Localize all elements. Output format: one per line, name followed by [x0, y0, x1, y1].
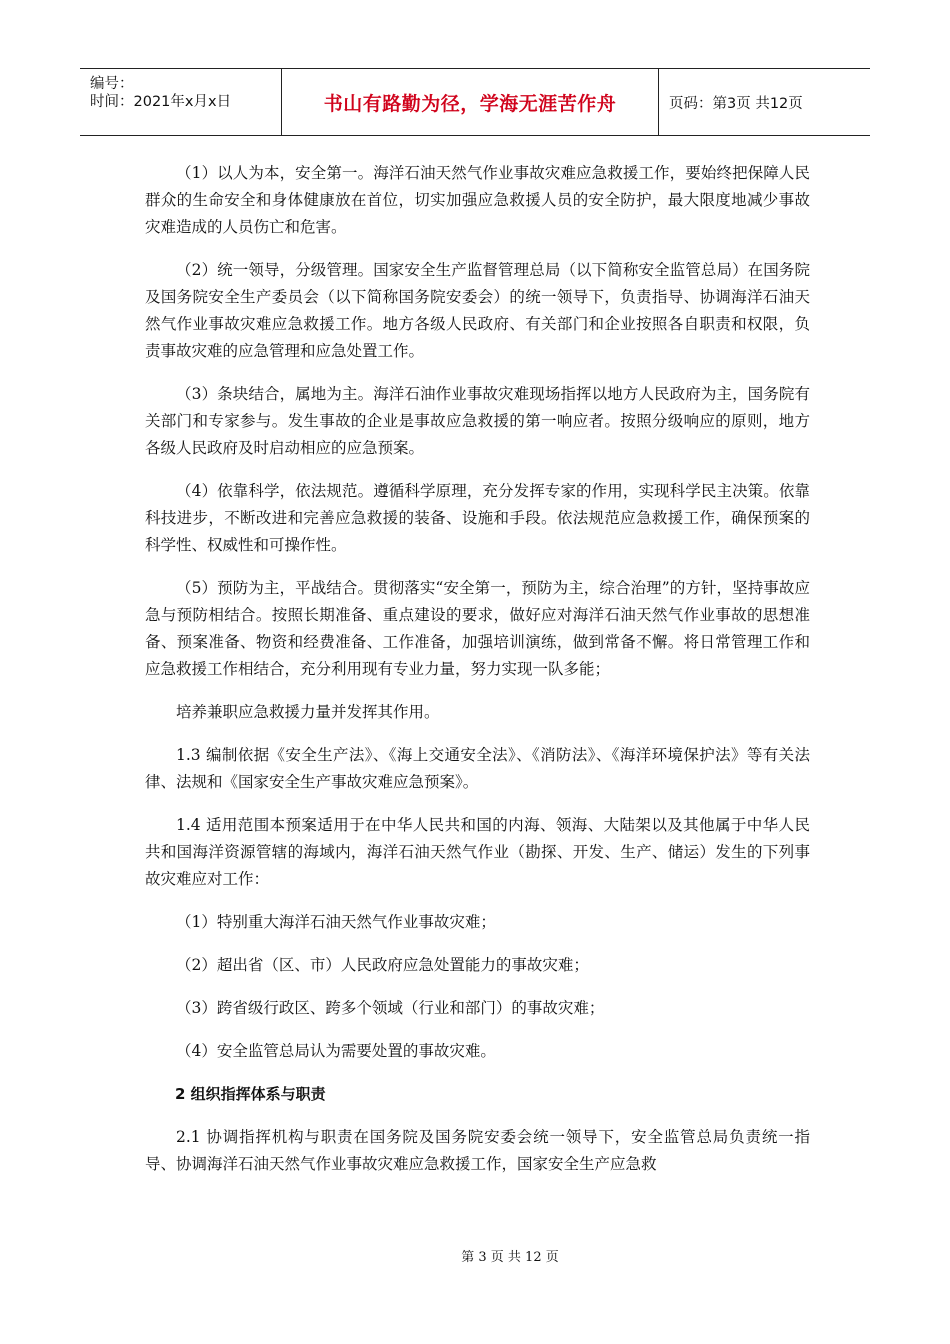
header-motto: 书山有路勤为径，学海无涯苦作舟	[282, 69, 659, 135]
body-paragraph: （3）跨省级行政区、跨多个领域（行业和部门）的事故灾难；	[176, 999, 605, 1017]
body-paragraph: （5）预防为主，平战结合。贯彻落实“安全第一，预防为主，综合治理”的方针，坚持事故应急与预防相结合。按照长期准备、重点建设的要求，做好应对海洋石油天然气作业事故的思想准备、预案准备、物资和经费准备、工作准备，加强培训演练，做到常备不懈。将日常管理工作和应急救援工作相结合，充分利用现有专业力量，努力实现一队多能；	[145, 579, 810, 678]
header-page-info: 页码：第3页 共12页	[669, 95, 803, 112]
page-footer: 第 3 页 共 12 页	[461, 1250, 559, 1265]
section-heading: 2 组织指挥体系与职责	[175, 1085, 326, 1103]
body-paragraph: （4）依靠科学，依法规范。遵循科学原理，充分发挥专家的作用，实现科学民主决策。依靠科技进步，不断改进和完善应急救援的装备、设施和手段。依法规范应急救援工作，确保预案的科学性、权威性和可操作性。	[145, 482, 810, 554]
document-number-label: 编号：	[90, 76, 134, 92]
body-paragraph: 培养兼职应急救援力量并发挥其作用。	[176, 703, 440, 721]
body-paragraph: （2）超出省（区、市）人民政府应急处置能力的事故灾难；	[176, 956, 589, 974]
body-paragraph: （3）条块结合，属地为主。海洋石油作业事故灾难现场指挥以地方人民政府为主，国务院有关部门和专家参与。发生事故的企业是事故应急救援的第一响应者。按照分级响应的原则，地方各级人民政府及时启动相应的应急预案。	[145, 385, 810, 457]
body-paragraph: 1.4 适用范围本预案适用于在中华人民共和国的内海、领海、大陆架以及其他属于中华人民共和国海洋资源管辖的海域内，海洋石油天然气作业（勘探、开发、生产、储运）发生的下列事故灾难应对工作：	[145, 816, 810, 888]
body-paragraph: （2）统一领导，分级管理。国家安全生产监督管理总局（以下简称安全监管总局）在国务院及国务院安全生产委员会（以下简称国务院安委会）的统一领导下，负责指导、协调海洋石油天然气作业事故灾难应急救援工作。地方各级人民政府、有关部门和企业按照各自职责和权限，负责事故灾难的应急管理和应急处置工作。	[145, 261, 810, 360]
body-paragraph: 2.1 协调指挥机构与职责在国务院及国务院安委会统一领导下，安全监管总局负责统一指导、协调海洋石油天然气作业事故灾难应急救援工作，国家安全生产应急救	[145, 1128, 810, 1173]
header-meta	[80, 69, 282, 135]
body-paragraph: （1）特别重大海洋石油天然气作业事故灾难；	[176, 913, 496, 931]
body-paragraph: （1）以人为本，安全第一。海洋石油天然气作业事故灾难应急救援工作，要始终把保障人民群众的生命安全和身体健康放在首位，切实加强应急救援人员的安全防护，最大限度地减少事故灾难造成的人员伤亡和危害。	[145, 164, 810, 236]
page-header	[80, 68, 870, 136]
document-date: 时间：2021年x月x日	[90, 94, 232, 110]
body-paragraph: 1.3 编制依据《安全生产法》、《海上交通安全法》、《消防法》、《海洋环境保护法》等有关法律、法规和《国家安全生产事故灾难应急预案》。	[145, 746, 810, 791]
document-body	[145, 160, 810, 1194]
body-paragraph: （4）安全监管总局认为需要处置的事故灾难。	[176, 1042, 496, 1060]
